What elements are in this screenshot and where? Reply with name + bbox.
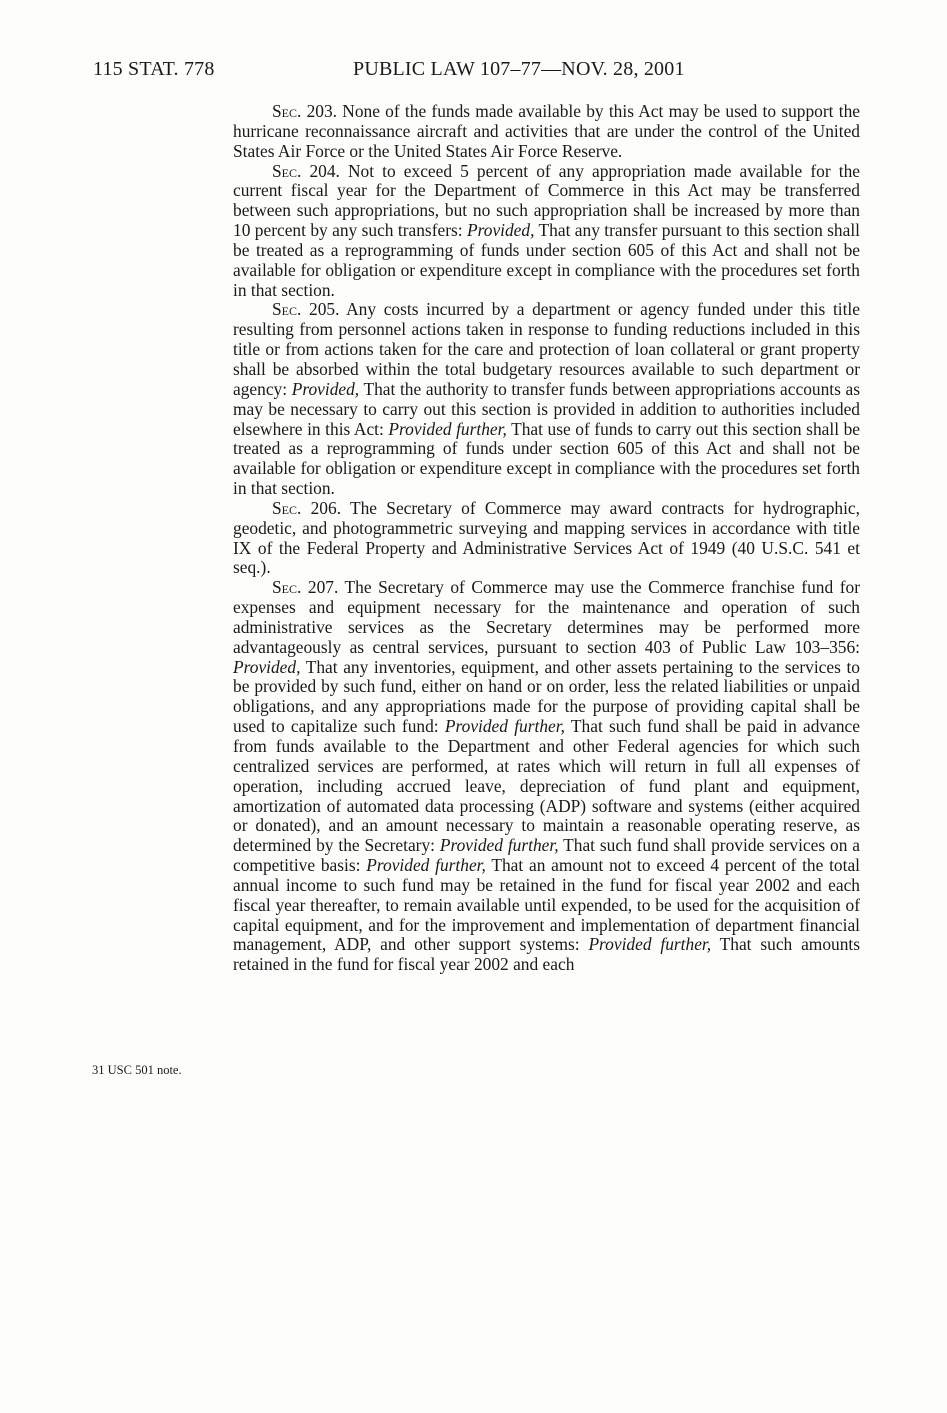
section-text: Any costs incurred by a department or agency funded under this title resulting from personnel actions taken in response to funding reductions included in this title or from actions taken for the care and protection of loan collateral or grant property shall be absorbed within the total budgetary resources available to such department or agency: [233, 299, 860, 399]
proviso-italic: Provided, [291, 378, 360, 399]
public-law-title: PUBLIC LAW 107–77—NOV. 28, 2001 [353, 58, 685, 80]
section-text: The Secretary of Commerce may use the Commerce franchise fund for expenses and equipment necessary for the maintenance and operation of such administrative services as the Secretary determines may be performed more advantageously as central services, pursuant to section 403 of Public Law 103–356: [233, 577, 860, 657]
section-label: Sec. 207. [272, 577, 339, 598]
section-label: Sec. 204. [272, 160, 340, 181]
proviso-italic: Provided further, [388, 418, 507, 439]
section-text: That such fund shall provide services on a competitive basis: [233, 835, 860, 876]
section-text: Not to exceed 5 percent of any appropriation made available for the current fiscal year for the Department of Commerce in this Act may be transferred between such appropriations, but no such appropriation shall be increased by more than 10 percent by any such transfers: [233, 160, 860, 241]
section-text: That use of funds to carry out this section shall be treated as a reprogramming of funds under section 605 of this Act and shall not be available for obligation or expenditure except in compliance with the procedures set forth in that section. [233, 418, 861, 499]
proviso-italic: Provided further, [366, 855, 486, 876]
section-label: Sec. 206. [272, 497, 342, 518]
section-paragraph [233, 300, 860, 498]
section-paragraph [233, 162, 860, 301]
proviso-italic: Provided, [467, 220, 535, 241]
proviso-italic: Provided further, [444, 716, 565, 737]
section-paragraph [233, 102, 860, 162]
section-text: That such fund shall be paid in advance from funds available to the Department and other Federal agencies for which such centralized services are performed, at rates which will return in full all expenses of operation, including accrued leave, depreciation of fund plant and equipment, amortization of automated data processing (ADP) software and systems (either acquired or donated), and an amount necessary to maintain a reasonable operating reserve, as determined by the Secretary: [233, 716, 860, 856]
section-text: That such amounts retained in the fund for fiscal year 2002 and each [233, 934, 861, 975]
section-text: None of the funds made available by this Act may be used to support the hurricane reconnaissance aircraft and activities that are under the control of the United States Air Force or the United States Air Force Reserve. [233, 101, 860, 161]
section-paragraph [233, 578, 860, 975]
section-label: Sec. 205. [272, 299, 340, 320]
proviso-italic: Provided, [233, 656, 301, 677]
margin-note: 31 USC 501 note. [92, 1063, 182, 1077]
body-text [233, 102, 860, 975]
proviso-italic: Provided further, [439, 835, 559, 856]
section-text: That an amount not to exceed 4 percent of the total annual income to such fund may be retained in the fund for fiscal year 2002 and each fiscal year thereafter, to remain available until expended, to be used for the acquisition of capital equipment, and for the improvement and implementation of department financial management, ADP, and other support systems: [233, 855, 861, 955]
section-text: That any inventories, equipment, and other assets pertaining to the services to be provided by such fund, either on hand or on order, less the related liabilities or unpaid obligations, and any appropriations made for the purpose of providing capital shall be used to capitalize such fund: [233, 656, 860, 737]
statute-page-number: 115 STAT. 778 [93, 58, 215, 80]
section-paragraph [233, 499, 860, 578]
section-text: That any transfer pursuant to this section shall be treated as a reprogramming of funds under section 605 of this Act and shall not be available for obligation or expenditure except in compliance with the procedures set forth in that section. [233, 220, 861, 300]
section-text: The Secretary of Commerce may award contracts for hydrographic, geodetic, and photogrammetric surveying and mapping services in accordance with title IX of the Federal Property and Administrative Services Act of 1949 (40 U.S.C. 541 et seq.). [233, 497, 860, 578]
proviso-italic: Provided further, [588, 934, 712, 955]
section-text: That the authority to transfer funds between appropriations accounts as may be necessary to carry out this section is provided in addition to authorities included elsewhere in this Act: [233, 378, 861, 439]
section-label: Sec. 203. [272, 101, 338, 121]
page-header [93, 58, 873, 88]
